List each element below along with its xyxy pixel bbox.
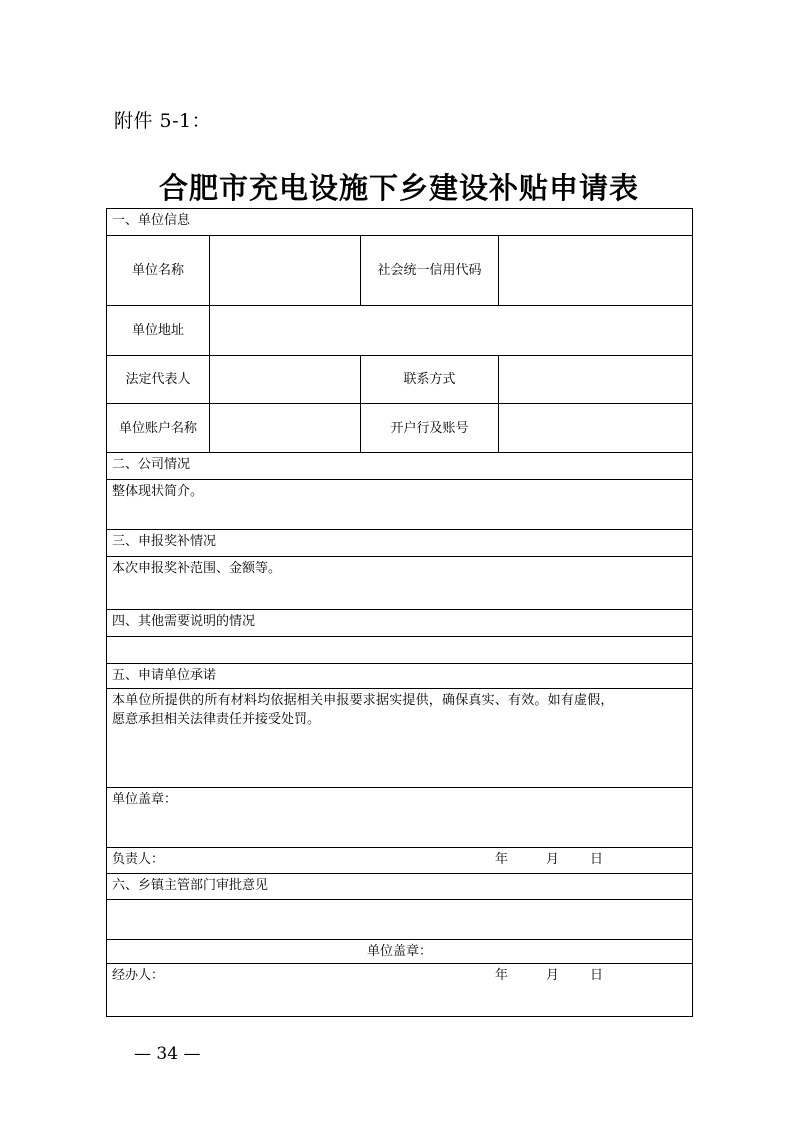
legal-rep-field[interactable]	[210, 356, 360, 403]
row-line	[106, 963, 693, 964]
form-title: 合肥市充电设施下乡建设补贴申请表	[158, 171, 639, 205]
company-description-field[interactable]	[107, 480, 692, 529]
commitment-text-line1: 本单位所提供的所有材料均依据相关申报要求据实提供，确保真实、有效。如有虚假，	[112, 693, 614, 708]
commitment-text-line2: 愿意承担相关法律责任并接受处罚。	[112, 712, 321, 727]
bank-account-field[interactable]	[499, 404, 692, 452]
date-day-label: 日	[590, 968, 604, 983]
date-month-label: 月	[546, 968, 560, 983]
attachment-label: 附件 5-1：	[114, 110, 212, 132]
unit-name-field[interactable]	[210, 236, 360, 305]
company-note: 整体现状简介。	[112, 484, 204, 499]
section-approval: 六、乡镇主管部门审批意见	[112, 878, 269, 893]
section-other: 四、其他需要说明的情况	[112, 614, 256, 629]
subsidy-note: 本次申报奖补范围、金额等。	[112, 561, 282, 576]
section-unit-info: 一、单位信息	[112, 213, 191, 228]
label-unit-address: 单位地址	[131, 323, 184, 338]
unit-address-field[interactable]	[210, 306, 692, 355]
subsidy-description-field[interactable]	[107, 557, 692, 609]
section-commitment: 五、申请单位承诺	[112, 668, 217, 683]
contact-field[interactable]	[499, 356, 692, 403]
label-bank-account: 开户行及账号	[390, 421, 469, 436]
responsible-person-label: 负责人：	[112, 852, 165, 867]
approval-opinion-field[interactable]	[107, 900, 692, 939]
row-line	[106, 663, 693, 664]
date-year-label: 年	[495, 968, 509, 983]
handler-label: 经办人：	[112, 968, 165, 983]
date-year-label: 年	[495, 852, 509, 867]
row-line	[106, 847, 693, 848]
row-line	[106, 787, 693, 788]
credit-code-field[interactable]	[499, 236, 692, 305]
account-name-field[interactable]	[210, 404, 360, 452]
row-line	[106, 688, 693, 689]
row-line	[106, 609, 693, 610]
table-border-right	[692, 208, 693, 1017]
row-line	[106, 529, 693, 530]
unit-seal-label: 单位盖章：	[112, 792, 178, 807]
label-contact: 联系方式	[403, 372, 456, 387]
page-number: — 34 —	[134, 1044, 201, 1064]
row-line	[106, 873, 693, 874]
date-day-label: 日	[590, 852, 604, 867]
date-month-label: 月	[546, 852, 560, 867]
table-border-top	[106, 208, 693, 209]
label-legal-rep: 法定代表人	[125, 372, 191, 387]
row-line	[106, 452, 693, 453]
section-subsidy: 三、申报奖补情况	[112, 534, 217, 549]
label-account-name: 单位账户名称	[118, 421, 197, 436]
other-description-field[interactable]	[107, 637, 692, 663]
label-unit-name: 单位名称	[131, 263, 184, 278]
col-line	[360, 355, 361, 453]
section-company: 二、公司情况	[112, 457, 191, 472]
table-border-bottom	[106, 1016, 693, 1017]
label-credit-code: 社会统一信用代码	[377, 263, 482, 278]
row-line	[106, 939, 693, 940]
approval-seal-label: 单位盖章：	[366, 944, 432, 959]
